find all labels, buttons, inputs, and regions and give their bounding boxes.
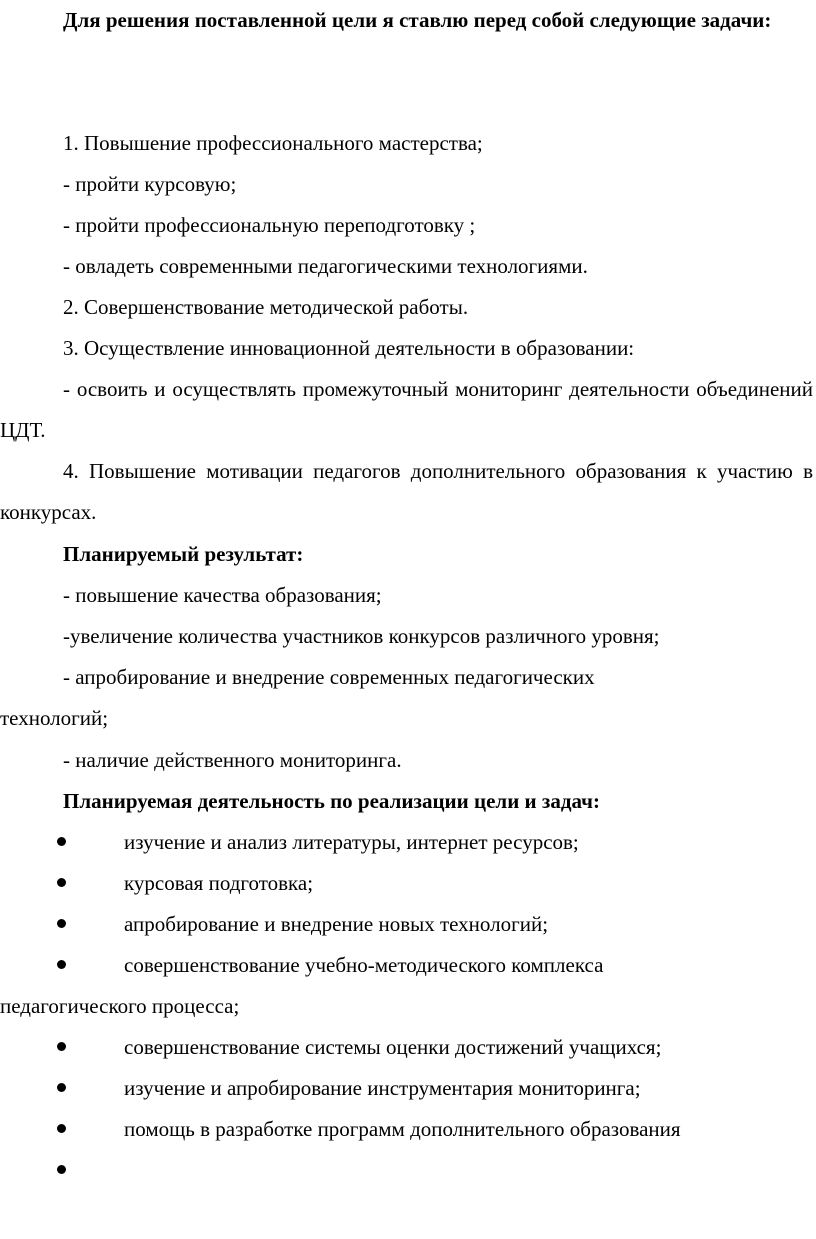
task-item: 4. Повышение мотивации педагогов дополнительного образования к участию в конкурсах.	[0, 459, 813, 524]
activity-bullet-item	[0, 945, 816, 986]
activities-heading: Планируемая деятельность по реализации цели и задач:	[63, 789, 600, 813]
task-item: 2. Совершенствование методической работы.	[63, 295, 469, 319]
activity-text: изучение и апробирование инструментария мониторинга;	[124, 1076, 641, 1100]
result-item: - повышение качества образования;	[63, 583, 382, 607]
task-item: - освоить и осуществлять промежуточный мониторинг деятельности объединений ЦДТ.	[0, 377, 813, 442]
bullet-dot-icon	[57, 878, 66, 887]
result-item: - апробирование и внедрение современных педагогических	[63, 665, 595, 689]
bullet-dot-icon	[57, 1124, 66, 1133]
activity-bullet-item	[0, 1027, 816, 1068]
activity-bullet-item	[0, 1150, 816, 1191]
bullet-dot-icon	[57, 919, 66, 928]
task-item: - пройти профессиональную переподготовку ;	[63, 213, 476, 237]
result-item-continuation: технологий;	[0, 706, 109, 730]
task-item: - овладеть современными педагогическими технологиями.	[63, 254, 588, 278]
result-item: - наличие действенного мониторинга.	[63, 748, 402, 772]
activity-bullet-item	[0, 1109, 816, 1150]
activity-text: совершенствование системы оценки достижений учащихся;	[124, 1035, 662, 1059]
activity-text-continuation: педагогического процесса;	[0, 994, 240, 1018]
activity-bullet-item	[0, 904, 816, 945]
activity-bullet-item	[0, 1068, 816, 1109]
activity-text: курсовая подготовка;	[124, 871, 314, 895]
bullet-dot-icon	[57, 960, 66, 969]
intro-paragraph: Для решения поставленной цели я ставлю перед собой следующие задачи:	[63, 8, 772, 32]
bullet-dot-icon	[57, 837, 66, 846]
bullet-dot-icon	[57, 1042, 66, 1051]
activity-text: совершенствование учебно-методического комплекса	[124, 953, 604, 977]
task-item: 3. Осуществление инновационной деятельности в образовании:	[63, 336, 635, 360]
result-item: -увеличение количества участников конкурсов различного уровня;	[63, 624, 660, 648]
activity-text: апробирование и внедрение новых технологий;	[124, 912, 549, 936]
task-item: 1. Повышение профессионального мастерства;	[63, 131, 483, 155]
activity-bullet-item	[0, 822, 816, 863]
bullet-dot-icon	[57, 1165, 66, 1174]
activity-bullet-item	[0, 863, 816, 904]
activity-text: изучение и анализ литературы, интернет ресурсов;	[124, 830, 579, 854]
task-item: - пройти курсовую;	[63, 172, 237, 196]
bullet-dot-icon	[57, 1083, 66, 1092]
activity-text: помощь в разработке программ дополнительного образования	[124, 1117, 681, 1141]
results-heading: Планируемый результат:	[63, 542, 304, 566]
